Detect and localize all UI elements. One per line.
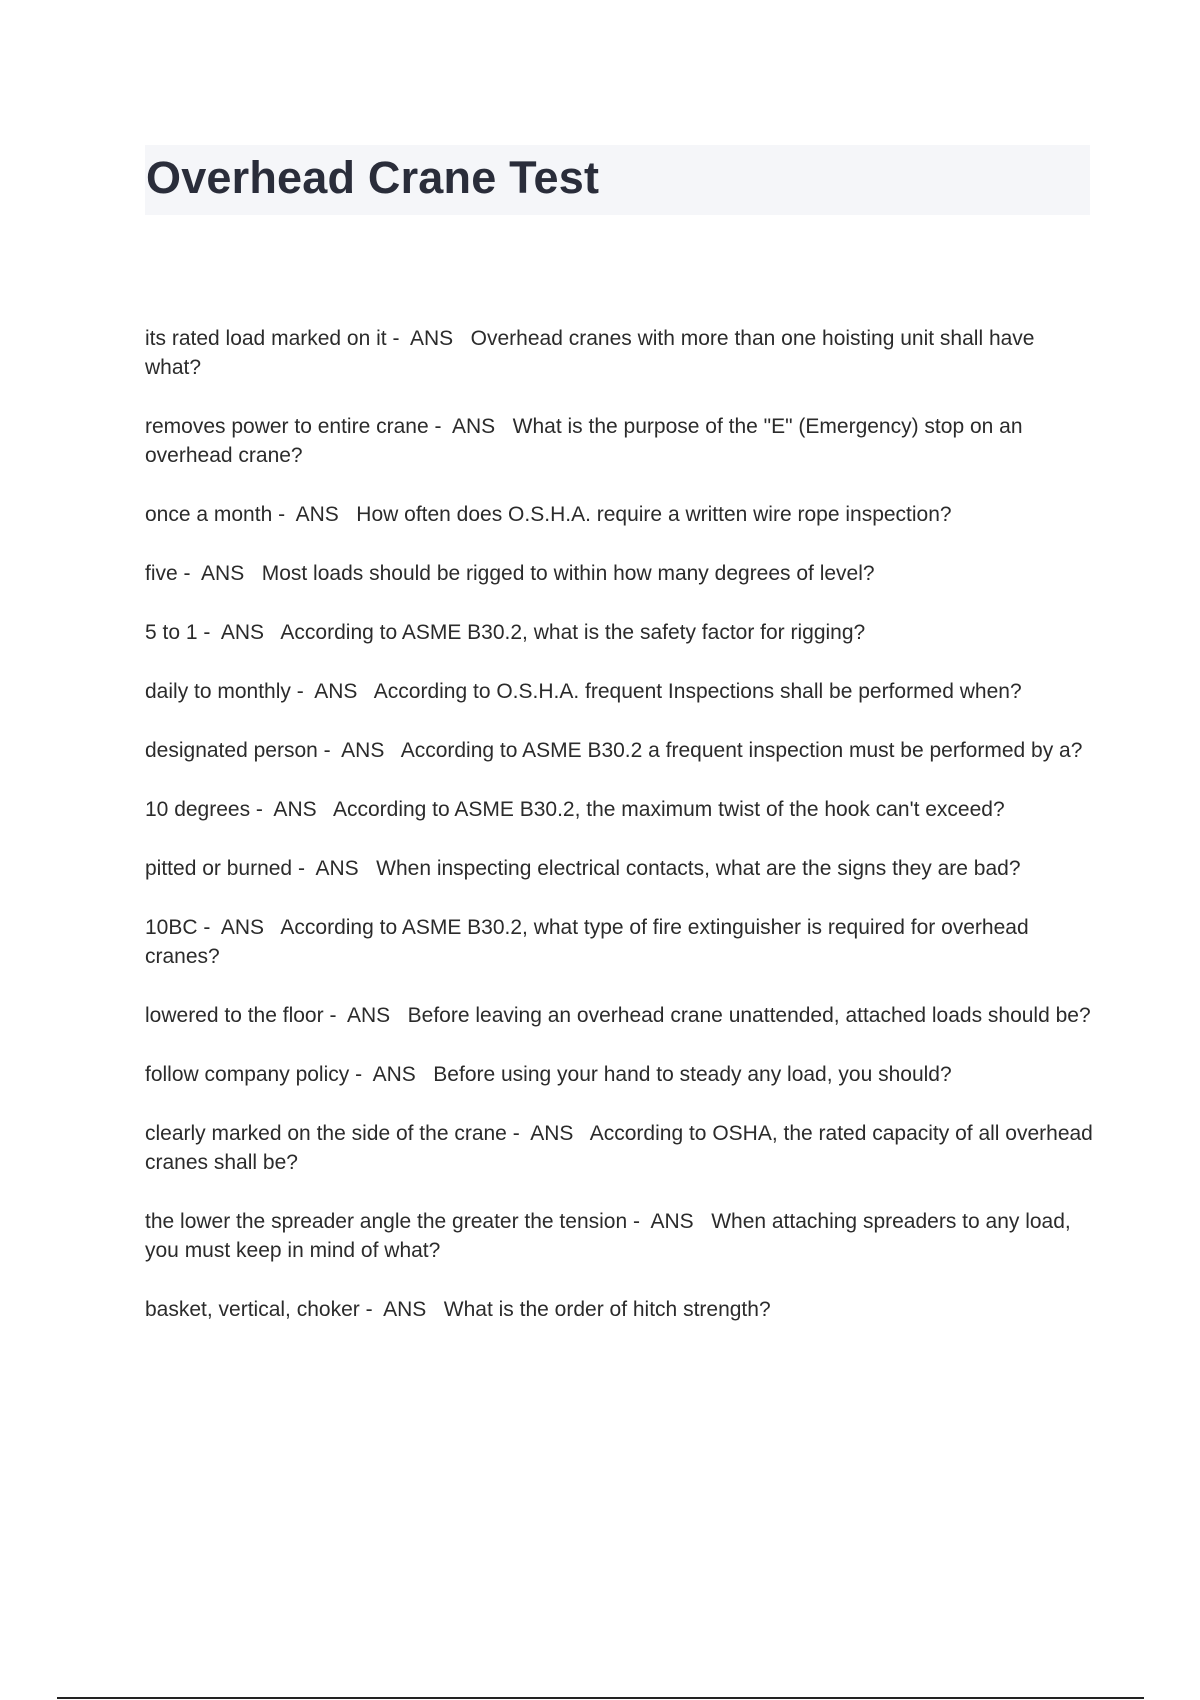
qa-item: [145, 412, 1095, 470]
qa-answer: 5 to 1: [145, 621, 198, 644]
qa-item: [145, 1001, 1095, 1030]
qa-question: What is the order of hitch strength?: [443, 1298, 771, 1321]
qa-item: [145, 736, 1095, 765]
qa-separator: - ANS: [506, 1122, 590, 1145]
qa-answer: follow company policy: [145, 1063, 350, 1086]
page-title: Overhead Crane Test: [146, 152, 600, 203]
qa-item: [145, 500, 1095, 529]
qa-separator: - ANS: [272, 503, 357, 526]
qa-question: According to O.S.H.A. frequent Inspections shall be performed when?: [373, 680, 1022, 703]
qa-question: Most loads should be rigged to within how many degrees of level?: [261, 562, 875, 585]
qa-separator: - ANS: [627, 1210, 712, 1233]
qa-item: [145, 1207, 1095, 1265]
qa-separator: - ANS: [428, 415, 513, 438]
qa-answer: designated person: [145, 739, 318, 762]
qa-separator: - ANS: [250, 798, 333, 821]
qa-separator: - ANS: [197, 621, 281, 644]
qa-question: When attaching spreaders to any load, you must keep in mind of what?: [145, 1210, 1077, 1262]
qa-question: Before leaving an overhead crane unattended, attached loads should be?: [407, 1004, 1091, 1027]
qa-answer: removes power to entire crane: [145, 415, 429, 438]
qa-question: Before using your hand to steady any load, you should?: [433, 1063, 952, 1086]
qa-item: [145, 677, 1095, 706]
qa-separator: - ANS: [359, 1298, 444, 1321]
qa-question: Overhead cranes with more than one hoisting unit shall have what?: [145, 327, 1041, 379]
title-band: [145, 145, 1090, 215]
qa-item: [145, 913, 1095, 971]
qa-separator: - ANS: [349, 1063, 434, 1086]
qa-answer: pitted or burned: [145, 857, 293, 880]
qa-answer: 10 degrees: [145, 798, 251, 821]
qa-item: [145, 1060, 1095, 1089]
qa-question: According to ASME B30.2, what is the safety factor for rigging?: [280, 621, 866, 644]
footer-divider: [57, 1697, 1144, 1699]
qa-item: [145, 618, 1095, 647]
qa-question: According to OSHA, the rated capacity of all overhead cranes shall be?: [145, 1122, 1099, 1174]
qa-separator: - ANS: [386, 327, 471, 350]
qa-answer: clearly marked on the side of the crane: [145, 1122, 507, 1145]
qa-answer: its rated load marked on it: [145, 327, 387, 350]
qa-question: According to ASME B30.2 a frequent inspection must be performed by a?: [400, 739, 1083, 762]
qa-separator: - ANS: [290, 680, 374, 703]
qa-separator: - ANS: [292, 857, 377, 880]
qa-answer: daily to monthly: [145, 680, 291, 703]
qa-item: [145, 795, 1095, 824]
qa-list: [145, 324, 1099, 1354]
qa-item: [145, 854, 1095, 883]
qa-separator: - ANS: [177, 562, 262, 585]
qa-answer: basket, vertical, choker: [145, 1298, 360, 1321]
qa-item: [145, 324, 1095, 382]
qa-separator: - ANS: [323, 1004, 408, 1027]
qa-question: How often does O.S.H.A. require a written wire rope inspection?: [356, 503, 952, 526]
qa-answer: once a month: [145, 503, 273, 526]
qa-separator: - ANS: [317, 739, 401, 762]
qa-item: [145, 1295, 1095, 1324]
qa-item: [145, 559, 1095, 588]
qa-question: According to ASME B30.2, the maximum twist of the hook can't exceed?: [332, 798, 1005, 821]
qa-question: According to ASME B30.2, what type of fire extinguisher is required for overhead cranes?: [145, 916, 1035, 968]
qa-separator: - ANS: [197, 916, 281, 939]
qa-answer: the lower the spreader angle the greater the tension: [145, 1210, 628, 1233]
qa-answer: five: [145, 562, 178, 585]
qa-question: What is the purpose of the "E" (Emergency) stop on an overhead crane?: [145, 415, 1029, 467]
qa-question: When inspecting electrical contacts, what are the signs they are bad?: [376, 857, 1021, 880]
qa-item: [145, 1119, 1099, 1177]
qa-answer: 10BC: [145, 916, 198, 939]
qa-answer: lowered to the floor: [145, 1004, 324, 1027]
